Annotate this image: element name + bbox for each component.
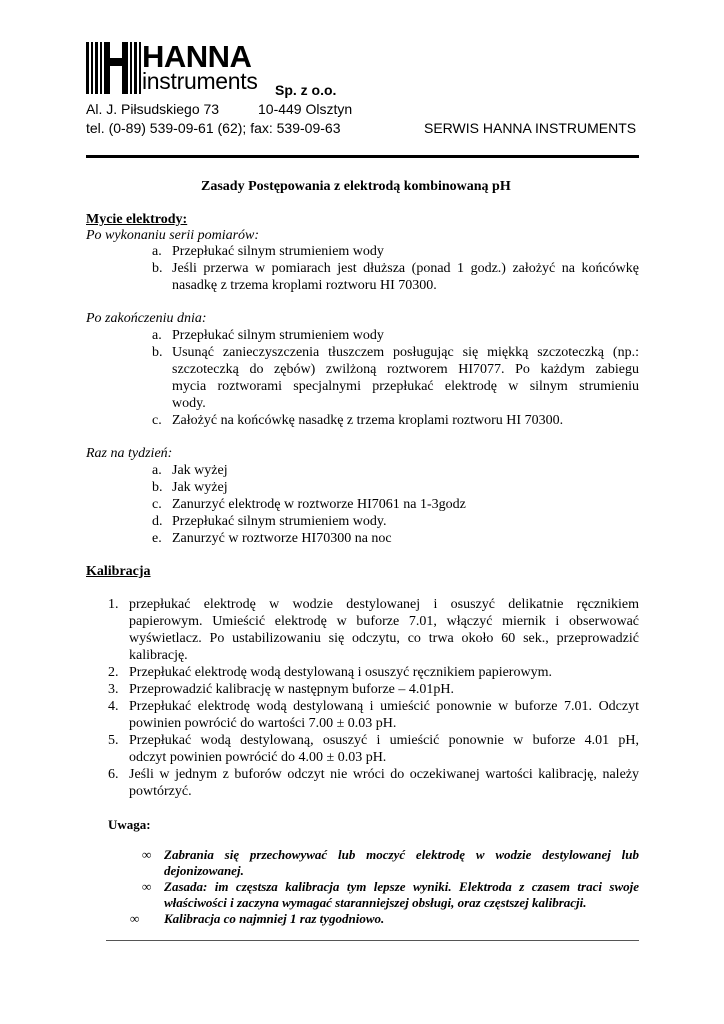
list-item: Przepłukać wodą destylowaną, osuszyć i umieścić ponownie w buforze 4.01 pH, [129, 733, 639, 748]
list-item: Przepłukać silnym strumieniem wody. [172, 514, 387, 529]
list-item: Przeprowadzić kalibrację w następnym buforze – 4.01pH. [129, 682, 454, 697]
list-marker: b. [152, 261, 163, 276]
list-marker: a. [152, 463, 162, 478]
list-item: powinien powrócić do wartości 7.00 ± 0.03 pH. [129, 716, 397, 731]
list-item: kalibrację. [129, 648, 188, 663]
list-item: odczyt powinien powrócić do 4.00 ± 0.03 pH. [129, 750, 387, 765]
list-marker: 3. [108, 682, 119, 697]
list-item: papierowym. Umieścić elektrodę w buforze 7.01, włączyć miernik i obserwować [129, 614, 639, 629]
list-item: Jak wyżej [172, 480, 228, 495]
list-item: Jak wyżej [172, 463, 228, 478]
list-item: Przepłukać elektrodę wodą destylowaną i osuszyć ręcznikiem papierowym. [129, 665, 552, 680]
list-marker: b. [152, 345, 163, 360]
list-item: Zanurzyć elektrodę w roztworze HI7061 na 1-3godz [172, 497, 466, 512]
list-marker: 4. [108, 699, 119, 714]
list-item: Przepłukać elektrodę wodą destylowaną i umieścić ponownie w buforze 7.01. Odczyt [129, 699, 639, 714]
end-of-day-label: Po zakończeniu dnia: [86, 311, 207, 326]
note-item: dejonizowanej. [164, 863, 244, 878]
list-item: Jeśli przerwa w pomiarach jest dłuższa (ponad 1 godz.) założyć na końcówkę [172, 261, 639, 276]
infinity-bullet-icon: ∞ [130, 911, 140, 926]
footer-divider [106, 940, 639, 941]
list-marker: c. [152, 413, 162, 428]
list-item: Przepłukać silnym strumieniem wody [172, 244, 384, 259]
notes-heading: Uwaga: [108, 817, 151, 832]
address-city: 10-449 Olsztyn [258, 101, 353, 117]
logo-wordmark-bottom: instruments [142, 68, 258, 94]
list-marker: e. [152, 531, 162, 546]
list-item: Jeśli w jednym z buforów odczyt nie wróci do oczekiwanej wartości kalibrację, należy [129, 767, 639, 782]
note-item: Zabrania się przechowywać lub moczyć elektrodę w wodzie destylowanej lub [164, 847, 639, 862]
cleaning-heading: Mycie elektrody: [86, 212, 188, 227]
list-marker: a. [152, 244, 162, 259]
phone-fax: tel. (0-89) 539-09-61 (62); fax: 539-09-63 [86, 120, 341, 136]
calibration-heading: Kalibracja [86, 564, 151, 579]
list-marker: 1. [108, 597, 119, 612]
list-marker: c. [152, 497, 162, 512]
infinity-bullet-icon: ∞ [142, 879, 152, 894]
list-item: powtórzyć. [129, 784, 192, 799]
list-item: wyświetlacz. Po ustabilizowaniu się odczytu, co trwa około 60 sek., przeprowadzić [129, 631, 639, 646]
list-item: nasadkę z trzema kroplami roztworu HI 70300. [172, 278, 437, 293]
logo-bars-icon [86, 40, 142, 96]
list-item: wody. [172, 396, 206, 411]
note-item: Zasada: im częstsza kalibracja tym lepsze wyniki. Elektroda z czasem traci swoje [164, 879, 639, 894]
list-item: Przepłukać silnym strumieniem wody [172, 328, 384, 343]
logo-wordmark-top: HANNA [142, 39, 252, 74]
company-suffix: Sp. z o.o. [275, 82, 337, 98]
list-marker: d. [152, 514, 163, 529]
weekly-label: Raz na tydzień: [86, 446, 173, 461]
list-marker: 5. [108, 733, 119, 748]
list-item: Zanurzyć w roztworze HI70300 na noc [172, 531, 392, 546]
list-marker: 6. [108, 767, 119, 782]
note-item: Kalibracja co najmniej 1 raz tygodniowo. [164, 911, 385, 926]
document-title: Zasady Postępowania z elektrodą kombinowaną pH [201, 179, 511, 194]
infinity-bullet-icon: ∞ [142, 847, 152, 862]
list-marker: b. [152, 480, 163, 495]
list-item: przepłukać elektrodę w wodzie destylowanej i osuszyć delikatnie ręcznikiem [129, 597, 639, 612]
list-marker: 2. [108, 665, 119, 680]
service-name: SERWIS HANNA INSTRUMENTS [424, 120, 637, 136]
list-item: Usunąć zanieczyszczenia tłuszczem posługując się miękką szczoteczką (np.: [172, 345, 639, 360]
after-series-label: Po wykonaniu serii pomiarów: [86, 228, 260, 243]
list-item: Założyć na końcówkę nasadkę z trzema kroplami roztworu HI 70300. [172, 413, 564, 428]
list-marker: a. [152, 328, 162, 343]
list-item: szczoteczką do zębów) zwilżoną roztworem HI7077. Po każdym zabiegu [172, 362, 639, 377]
note-item: właściwości i zaczyna wymagać staranniejszej obsługi, oraz częstszej kalibracji. [164, 895, 587, 910]
list-item: mycia roztworami specjalnymi przepłukać elektrodę w silnym strumieniu [172, 379, 639, 394]
header-divider [86, 155, 639, 158]
address-street: Al. J. Piłsudskiego 73 [86, 101, 220, 117]
